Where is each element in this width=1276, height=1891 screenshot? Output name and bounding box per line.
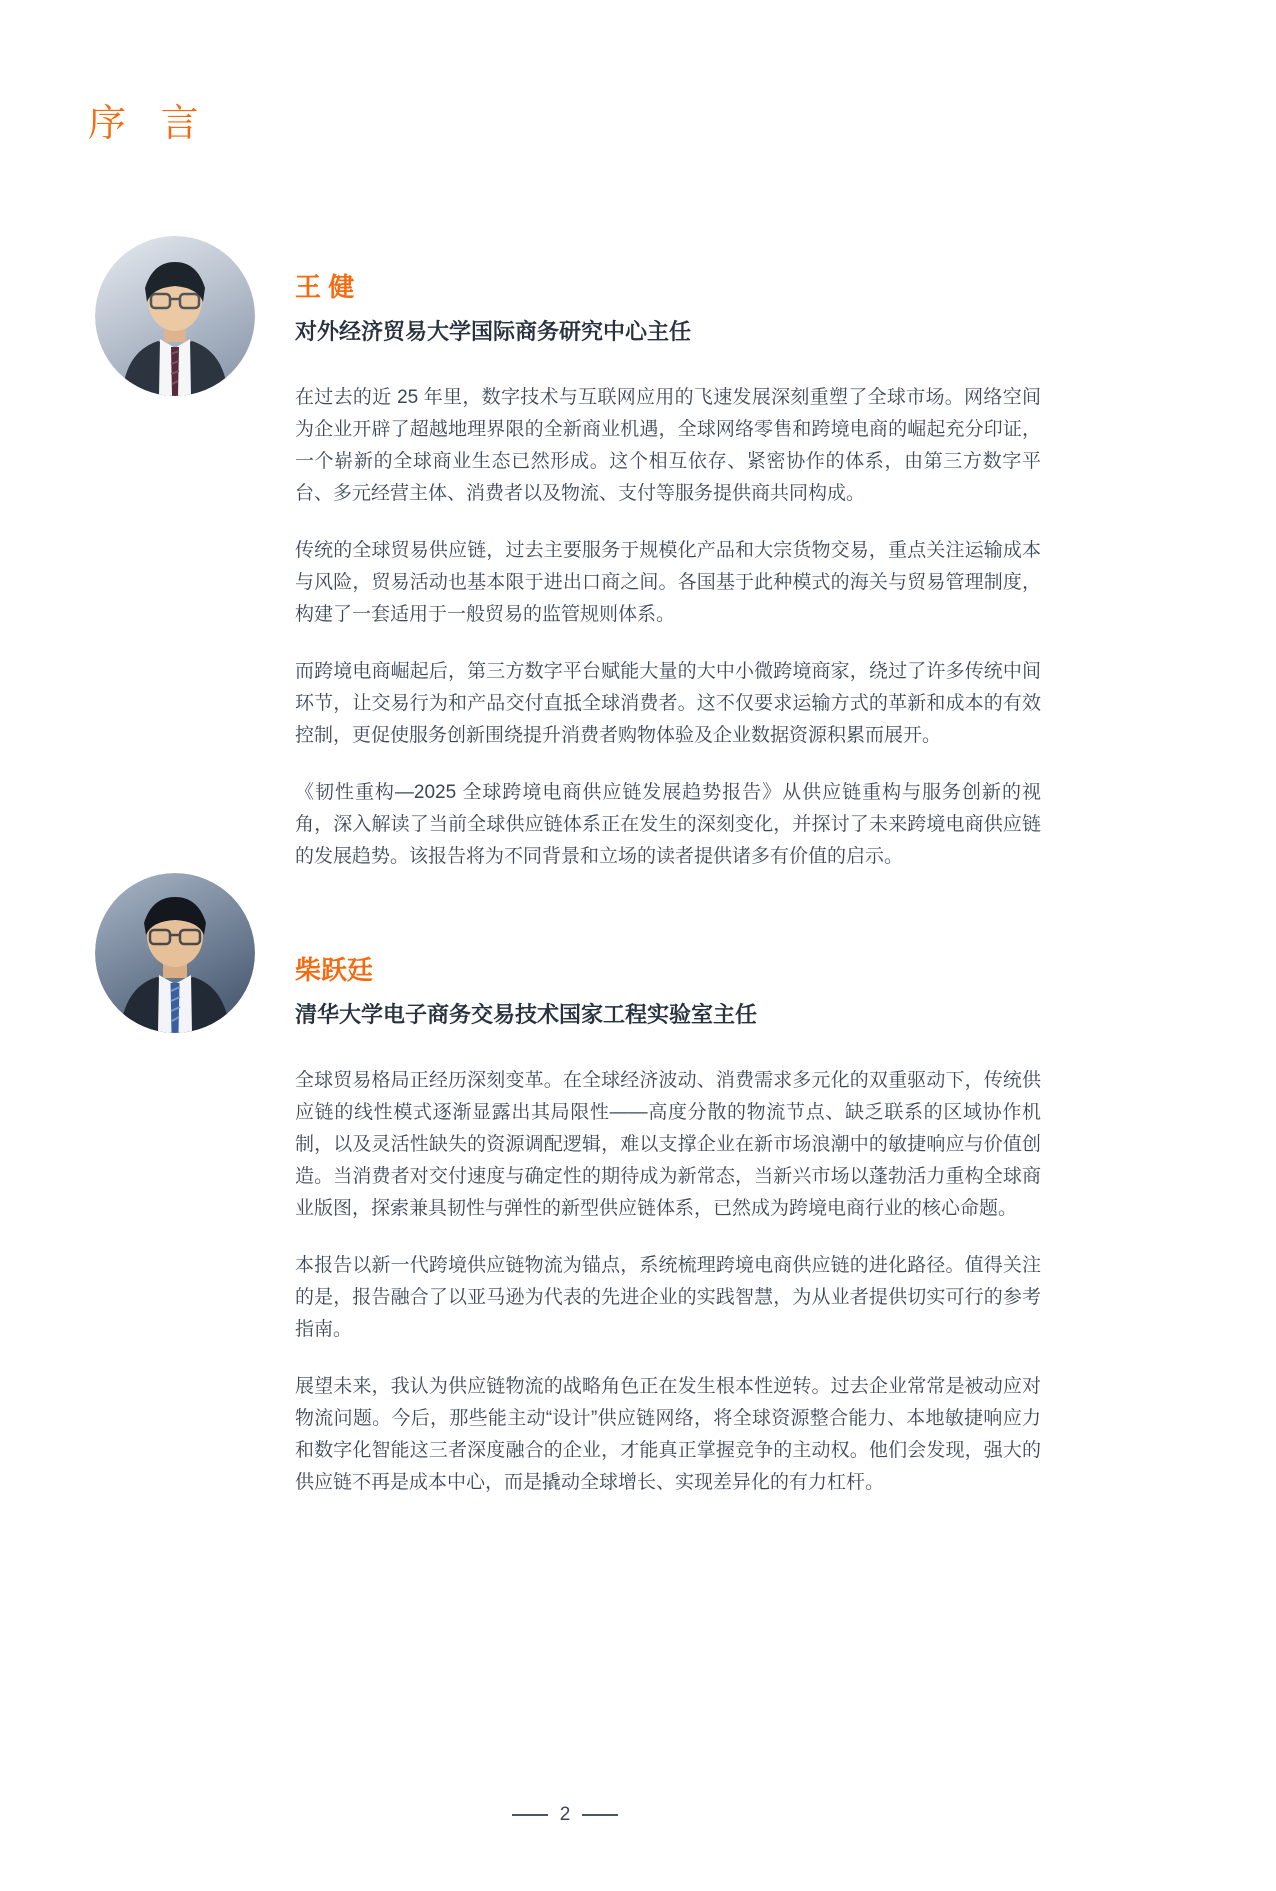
footer-divider-right — [582, 1814, 618, 1816]
profile-photo-chai-yueting — [95, 873, 255, 1033]
profile-section-wang-jian — [95, 236, 1186, 873]
profile-title: 对外经济贸易大学国际商务研究中心主任 — [295, 318, 692, 344]
page-title: 序 言 — [88, 103, 211, 145]
portrait-avatar-icon — [95, 873, 255, 1033]
profile-paragraph: 展望未来，我认为供应链物流的战略角色正在发生根本性逆转。过去企业常常是被动应对物流问题。今后，那些能主动“设计”供应链网络，将全球资源整合能力、本地敏捷响应力和数字化智能这三者深度融合的企业，才能真正掌握竞争的主动权。他们会发现，强大的供应链不再是成本中心，而是撬动全球增长、实现差异化的有力杠杆。 — [295, 1375, 1041, 1493]
profile-paragraph: 传统的全球贸易供应链，过去主要服务于规模化产品和大宗货物交易，重点关注运输成本与风险，贸易活动也基本限于进出口商之间。各国基于此种模式的海关与贸易管理制度，构建了一套适用于一般贸易的监管规则体系。 — [295, 539, 1041, 625]
page-number: 2 — [559, 1804, 571, 1825]
preface-page — [0, 102, 1276, 1891]
portrait-avatar-icon — [95, 236, 255, 396]
footer-divider-left — [512, 1814, 548, 1816]
profile-paragraph: 本报告以新一代跨境供应链物流为锚点，系统梳理跨境电商供应链的进化路径。值得关注的是，报告融合了以亚马逊为代表的先进企业的实践智慧，为从业者提供切实可行的参考指南。 — [295, 1254, 1041, 1340]
profile-content — [295, 236, 1041, 873]
profile-paragraph: 《韧性重构—2025 全球跨境电商供应链发展趋势报告》从供应链重构与服务创新的视角，深入解读了当前全球供应链体系正在发生的深刻变化，并探讨了未来跨境电商供应链的发展趋势。该报告将为不同背景和立场的读者提供诸多有价值的启示。 — [295, 781, 1041, 867]
profile-paragraph: 在过去的近 25 年里，数字技术与互联网应用的飞速发展深刻重塑了全球市场。网络空间为企业开辟了超越地理界限的全新商业机遇，全球网络零售和跨境电商的崛起充分印证，一个崭新的全球商业生态已然形成。这个相互依存、紧密协作的体系，由第三方数字平台、多元经营主体、消费者以及物流、支付等服务提供商共同构成。 — [295, 386, 1041, 504]
profile-section-chai-yueting — [95, 919, 1186, 1499]
profile-title: 清华大学电子商务交易技术国家工程实验室主任 — [295, 1001, 758, 1027]
profile-paragraph: 而跨境电商崛起后，第三方数字平台赋能大量的大中小微跨境商家，绕过了许多传统中间环节，让交易行为和产品交付直抵全球消费者。这不仅要求运输方式的革新和成本的有效控制，更促使服务创新围绕提升消费者购物体验及企业数据资源积累而展开。 — [295, 660, 1041, 746]
profile-name: 王 健 — [295, 271, 355, 302]
page-footer — [90, 1804, 1040, 1826]
profile-paragraph: 全球贸易格局正经历深刻变革。在全球经济波动、消费需求多元化的双重驱动下，传统供应链的线性模式逐渐显露出其局限性——高度分散的物流节点、缺乏联系的区域协作机制，以及灵活性缺失的资源调配逻辑，难以支撑企业在新市场浪潮中的敏捷响应与价值创造。当消费者对交付速度与确定性的期待成为新常态，当新兴市场以蓬勃活力重构全球商业版图，探索兼具韧性与弹性的新型供应链体系，已然成为跨境电商行业的核心命题。 — [295, 1069, 1041, 1219]
profile-content — [295, 919, 1041, 1499]
profile-photo-wang-jian — [95, 236, 255, 396]
profile-name: 柴跃廷 — [295, 954, 374, 985]
